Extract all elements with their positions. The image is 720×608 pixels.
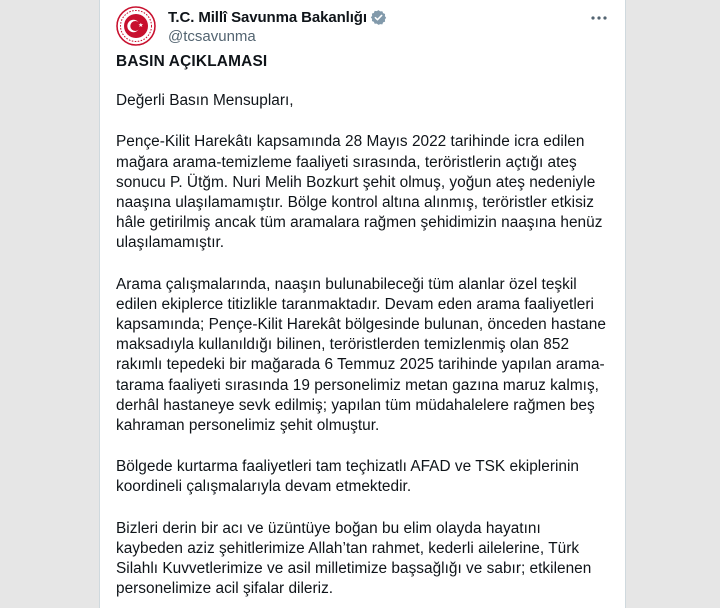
account-names — [168, 7, 387, 45]
avatar[interactable] — [116, 6, 156, 46]
tweet-text — [116, 52, 607, 608]
more-options-icon — [590, 9, 608, 27]
verified-badge-icon[interactable] — [370, 9, 387, 26]
display-name-row — [168, 7, 387, 27]
paragraph: Arama çalışmalarında, naaşın bulunabileceği tüm alanlar özel teşkil edilen ekiplerce titizlikle taranmaktadır. Devam eden arama faaliyetleri kapsamında; Pençe-Kilit Harekât bölgesinde bulunan, önceden hastane maksadıyla kullanıldığı bilinen, teröristlerden temizlenmiş olan 852 rakımlı tepedeki bir mağarada 6 Temmuz 2025 tarihinde yapılan arama-tarama faaliyeti sırasında 19 personelimiz metan gazına maruz kalmış, derhâl hastaneye sevk edilmiş; yapılan tüm müdahalelere rağmen beş kahraman personelimiz şehit olmuştur. — [116, 275, 606, 435]
more-options-button[interactable] — [589, 8, 609, 28]
paragraph: Pençe-Kilit Harekâtı kapsamında 28 Mayıs 2022 tarihinde icra edilen mağara arama-temizleme faaliyeti sırasında, teröristlerin açtığı ateş sonucu P. Ütğm. Nuri Melih Bozkurt şehit olmuş, yoğun ateş nedeniyle naaşına ulaşılamamıştır. Bölge kontrol altına alınmış, teröristler etkisiz hâle getirilmiş ancak tüm aramalara rağmen şehidimizin naaşına henüz ulaşılamamıştır. — [116, 133, 603, 252]
press-release-title: BASIN AÇIKLAMASI — [116, 53, 268, 70]
paragraph: Bizleri derin bir acı ve üzüntüye boğan bu elim olayda hayatını kaybeden aziz şehitlerimize Allah’tan rahmet, kederli ailelerine, Türk Silahlı Kuvvetlerimize ve asil milletimize başsağlığı ve sabır; etkilenen personelimize acil şifalar dileriz. — [116, 519, 592, 598]
paragraph: Bölgede kurtarma faaliyetleri tam teçhizatlı AFAD ve TSK ekiplerinin koordineli çalışmalarıyla devam etmektedir. — [116, 458, 580, 496]
display-name[interactable]: T.C. Millî Savunma Bakanlığı — [168, 8, 367, 26]
greeting-text: Değerli Basın Mensupları, — [116, 92, 294, 110]
crescent-star-emblem-icon — [116, 6, 156, 46]
account-handle[interactable]: @tcsavunma — [168, 28, 256, 45]
tweet-header — [116, 6, 609, 46]
tweet-card — [99, 0, 626, 608]
